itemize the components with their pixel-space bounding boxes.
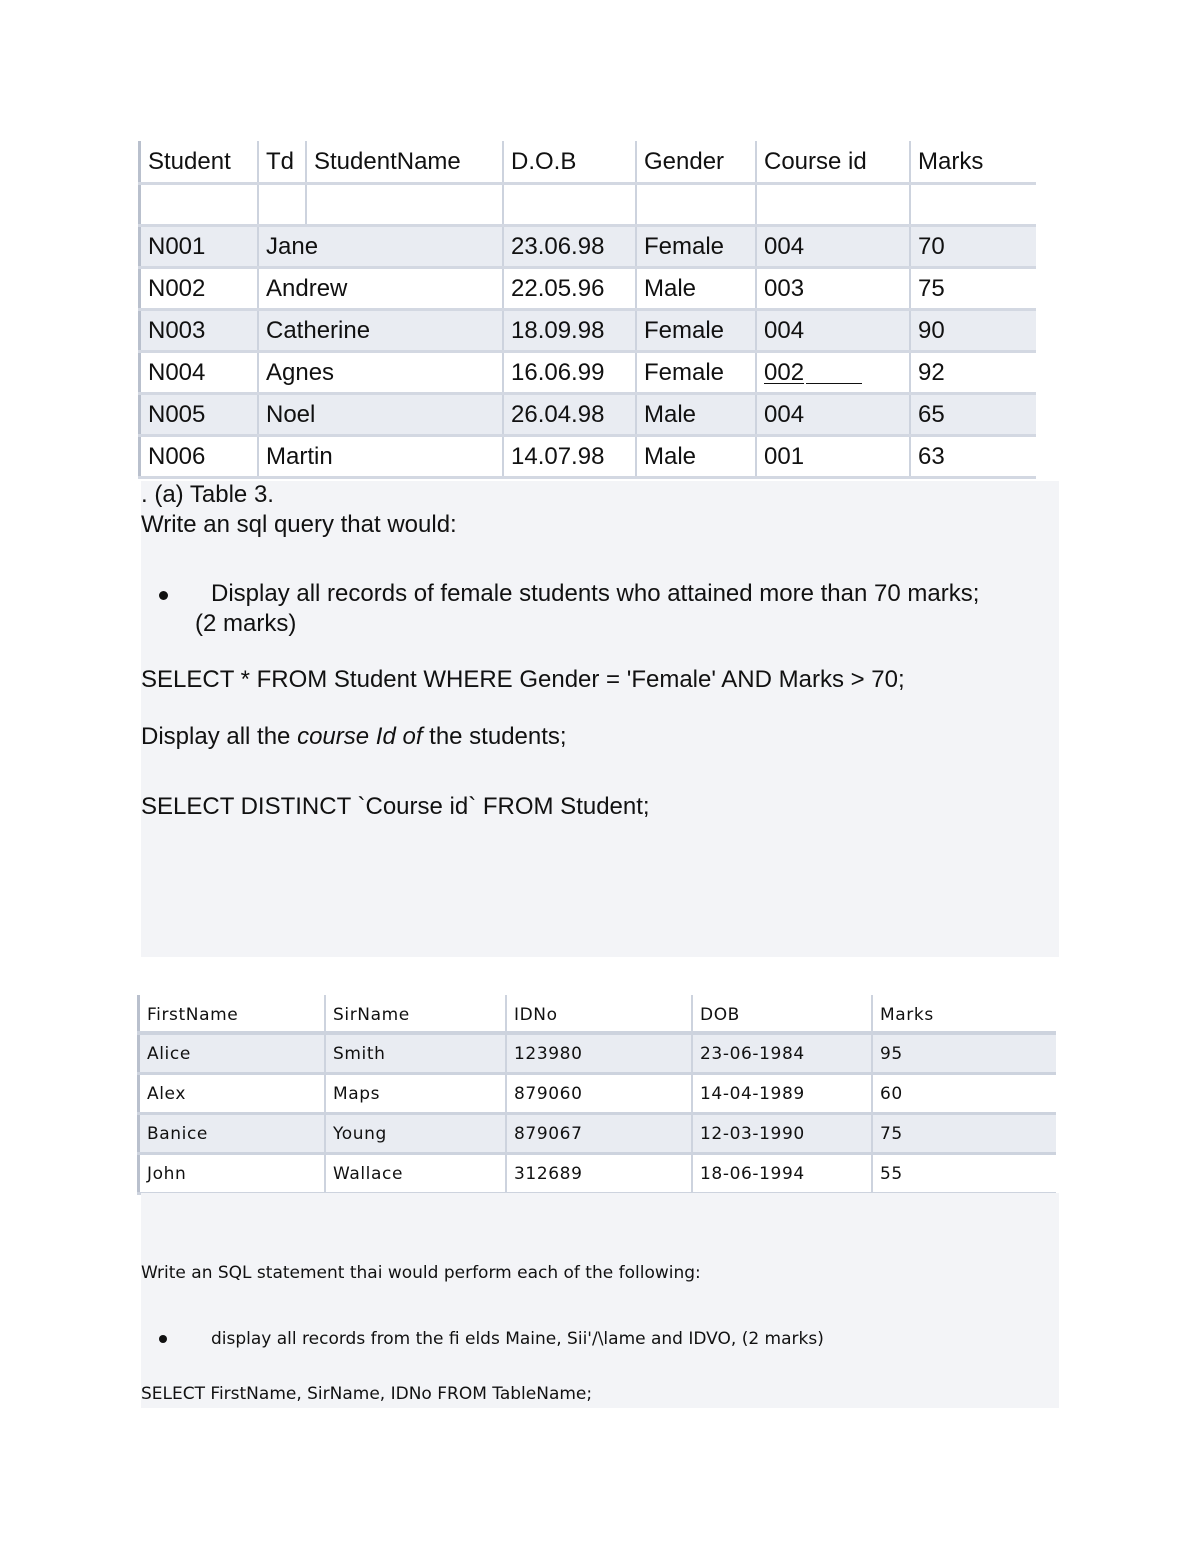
gender-cell: Female xyxy=(635,353,755,392)
empty-cell xyxy=(635,185,755,224)
question-bullet-1: display all records from the fi elds Maine, Sii'/\lame and IDVO, (2 marks) xyxy=(211,1329,824,1349)
course-id-cell: 004 xyxy=(755,227,909,266)
dob-cell: 14.07.98 xyxy=(502,437,635,476)
dob-cell: 26.04.98 xyxy=(502,395,635,434)
gender-cell: Male xyxy=(635,269,755,308)
course-id-cell: 004 xyxy=(755,395,909,434)
student-id-cell: N006 xyxy=(138,437,257,476)
instruction-text: Write an sql query that would: xyxy=(141,511,457,538)
sql-answer-1: SELECT FirstName, SirName, IDNo FROM TableName; xyxy=(141,1384,593,1404)
question-2 xyxy=(141,723,567,751)
student-name-cell: Jane xyxy=(257,227,502,266)
dob-cell: 22.05.96 xyxy=(502,269,635,308)
header-cell: Course id xyxy=(755,141,909,182)
student-id-cell: N004 xyxy=(138,353,257,392)
gender-cell: Male xyxy=(635,395,755,434)
dob-cell: 23.06.98 xyxy=(502,227,635,266)
question-2-italic: course Id of xyxy=(297,723,423,750)
student-name-cell: Noel xyxy=(257,395,502,434)
header-cell: IDNo xyxy=(505,995,691,1031)
header-cell: Marks xyxy=(871,995,1056,1031)
table-row xyxy=(138,395,1036,437)
idno-cell: 879067 xyxy=(505,1115,691,1152)
dob-cell: 12-03-1990 xyxy=(691,1115,871,1152)
sirname-cell: Maps xyxy=(324,1075,505,1112)
header-cell: FirstName xyxy=(137,995,324,1031)
table-row xyxy=(138,437,1036,479)
instruction-text: Write an SQL statement thai would perform each of the following: xyxy=(141,1263,701,1283)
table-caption: . (a) Table 3. xyxy=(141,481,274,508)
firstname-cell: Banice xyxy=(137,1115,324,1152)
idno-cell: 312689 xyxy=(505,1155,691,1192)
marks-cell: 75 xyxy=(871,1115,1056,1152)
table-row xyxy=(138,311,1036,353)
student-id-cell: N001 xyxy=(138,227,257,266)
header-cell: D.O.B xyxy=(502,141,635,182)
student-name-cell: Martin xyxy=(257,437,502,476)
empty-row xyxy=(138,185,1036,227)
table-row xyxy=(137,1035,1056,1075)
marks-cell: 75 xyxy=(909,269,1035,308)
firstname-cell: John xyxy=(137,1155,324,1192)
course-id-cell: 001 xyxy=(755,437,909,476)
marks-cell: 55 xyxy=(871,1155,1056,1192)
empty-cell xyxy=(909,185,1035,224)
empty-cell xyxy=(138,185,257,224)
firstname-cell: Alice xyxy=(137,1035,324,1072)
student-name-cell: Agnes xyxy=(257,353,502,392)
marks-cell: 92 xyxy=(909,353,1035,392)
sirname-cell: Wallace xyxy=(324,1155,505,1192)
question-block-1 xyxy=(141,481,1059,957)
student-name-cell: Catherine xyxy=(257,311,502,350)
gender-cell: Male xyxy=(635,437,755,476)
table-row xyxy=(137,1075,1056,1115)
table-header-row xyxy=(138,141,1036,185)
student-id-cell: N005 xyxy=(138,395,257,434)
header-cell: StudentName xyxy=(305,141,502,182)
header-cell: Student xyxy=(138,141,257,182)
firstname-cell: Alex xyxy=(137,1075,324,1112)
header-cell: Td xyxy=(257,141,305,182)
student-id-cell: N002 xyxy=(138,269,257,308)
dob-cell: 16.06.99 xyxy=(502,353,635,392)
student-name-cell: Andrew xyxy=(257,269,502,308)
student-table xyxy=(138,141,1036,479)
empty-cell xyxy=(305,185,502,224)
idno-cell: 123980 xyxy=(505,1035,691,1072)
marks-cell: 65 xyxy=(909,395,1035,434)
course-id-cell: 004 xyxy=(755,311,909,350)
marks-cell: 95 xyxy=(871,1035,1056,1072)
marks-cell: 63 xyxy=(909,437,1035,476)
table-row xyxy=(138,269,1036,311)
marks-note: (2 marks) xyxy=(195,610,297,637)
gender-cell: Female xyxy=(635,311,755,350)
sirname-cell: Smith xyxy=(324,1035,505,1072)
table-row xyxy=(137,1155,1056,1195)
marks-cell: 70 xyxy=(909,227,1035,266)
records-table xyxy=(137,995,1056,1195)
table-row xyxy=(138,227,1036,269)
empty-cell xyxy=(257,185,305,224)
course-id-cell xyxy=(755,353,909,392)
dob-cell: 18-06-1994 xyxy=(691,1155,871,1192)
dob-cell: 14-04-1989 xyxy=(691,1075,871,1112)
dob-cell: 18.09.98 xyxy=(502,311,635,350)
question-2-text-a: Display all the xyxy=(141,723,298,750)
question-2-text-b: the students; xyxy=(422,723,567,750)
sql-answer-1: SELECT * FROM Student WHERE Gender = 'Female' AND Marks > 70; xyxy=(141,666,905,693)
dob-cell: 23-06-1984 xyxy=(691,1035,871,1072)
header-cell: SirName xyxy=(324,995,505,1031)
marks-cell: 90 xyxy=(909,311,1035,350)
bullet-icon xyxy=(159,1335,167,1343)
course-id-value: 002 xyxy=(764,359,862,386)
empty-cell xyxy=(755,185,909,224)
question-bullet-1: Display all records of female students who attained more than 70 marks; xyxy=(211,580,980,607)
header-cell: DOB xyxy=(691,995,871,1031)
gender-cell: Female xyxy=(635,227,755,266)
table-header-row xyxy=(137,995,1056,1035)
student-id-cell: N003 xyxy=(138,311,257,350)
marks-cell: 60 xyxy=(871,1075,1056,1112)
idno-cell: 879060 xyxy=(505,1075,691,1112)
header-cell: Marks xyxy=(909,141,1035,182)
course-id-cell: 003 xyxy=(755,269,909,308)
table-row xyxy=(138,353,1036,395)
bullet-icon xyxy=(159,591,168,600)
sirname-cell: Young xyxy=(324,1115,505,1152)
sql-answer-2: SELECT DISTINCT `Course id` FROM Student; xyxy=(141,793,650,820)
table-row xyxy=(137,1115,1056,1155)
header-cell: Gender xyxy=(635,141,755,182)
empty-cell xyxy=(502,185,635,224)
question-block-2 xyxy=(141,1193,1059,1408)
